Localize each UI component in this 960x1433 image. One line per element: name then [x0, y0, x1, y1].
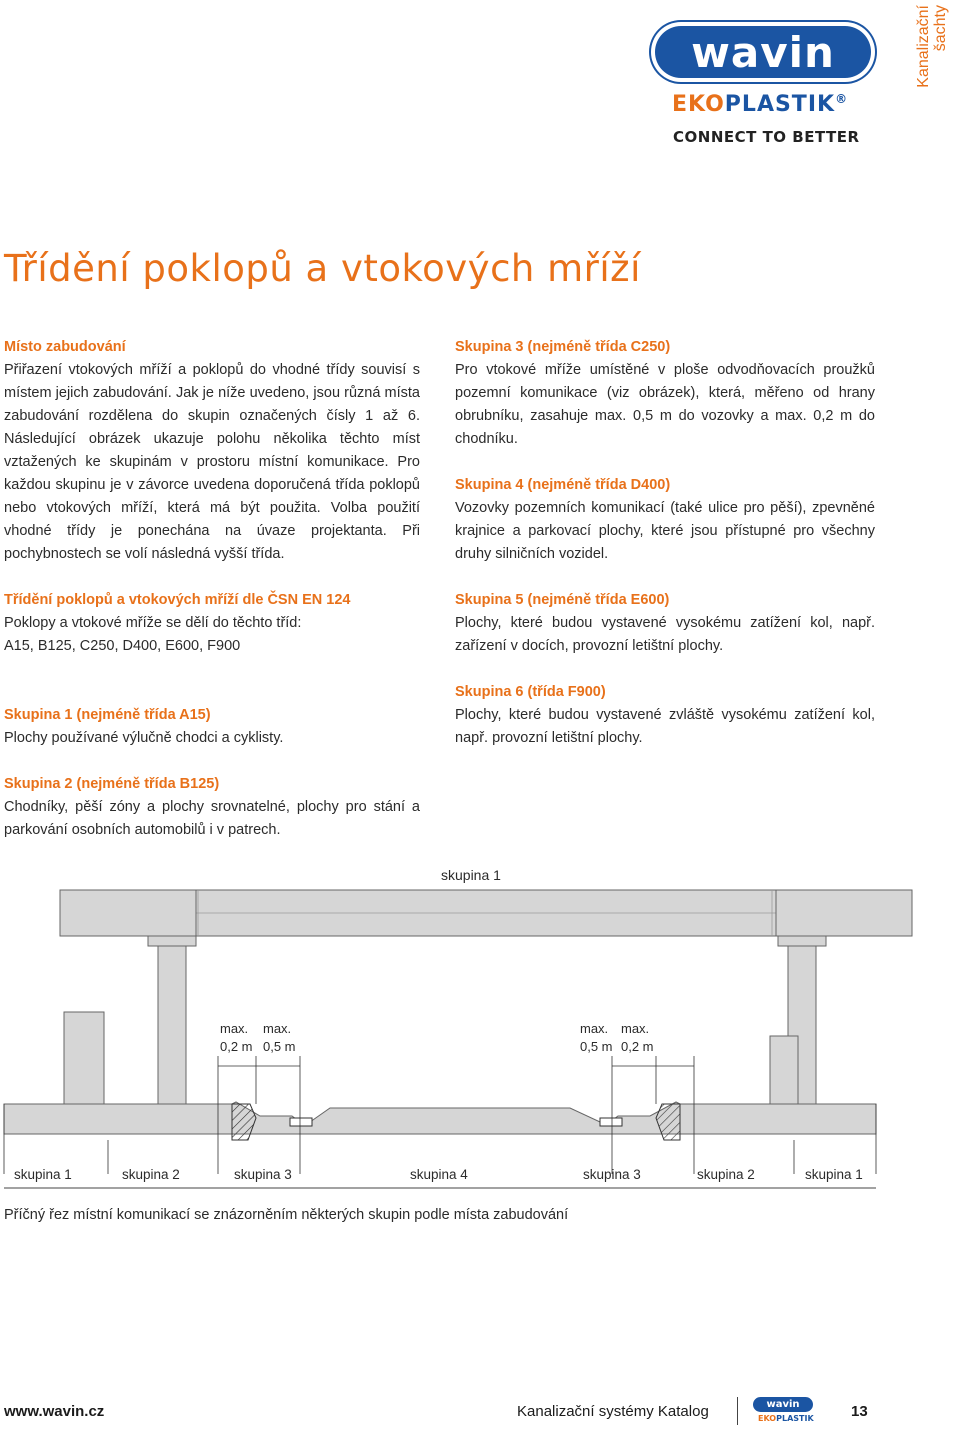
ekoplastik-logo-eko: EKO — [672, 92, 725, 117]
side-tab-line2: šachty — [932, 5, 949, 52]
classification-text: Poklopy a vtokové mříže se dělí do těchto tříd: — [4, 615, 302, 631]
bridge-left-cap — [148, 936, 196, 946]
page-number: 13 — [851, 1403, 868, 1420]
max-right-b-label: max. — [621, 1021, 650, 1036]
max-right-a-value: 0,5 m — [580, 1039, 613, 1054]
group1-heading: Skupina 1 (nejméně třída A15) — [4, 707, 211, 723]
group5-heading: Skupina 5 (nejméně třída E600) — [455, 592, 670, 608]
section-side-tab — [912, 0, 952, 110]
footer-ekoplastik-eko: EKO — [758, 1414, 777, 1423]
left-grate — [290, 1118, 312, 1126]
group1-text: Plochy používané výlučně chodci a cyklisty. — [4, 730, 284, 746]
footer-ekoplastik-logo — [758, 1414, 814, 1423]
right-grate — [600, 1118, 622, 1126]
footer-wavin-logo: wavin — [753, 1397, 813, 1412]
zone-label-6: skupina 2 — [697, 1167, 755, 1182]
road-cross-section-diagram — [0, 860, 960, 1200]
right-curb — [656, 1104, 680, 1140]
installation-place-heading: Místo zabudování — [4, 339, 126, 355]
side-tab-line1: Kanalizační — [915, 5, 932, 88]
zone-label-7: skupina 1 — [805, 1167, 863, 1182]
max-right-a-label: max. — [580, 1021, 609, 1036]
group3-text: Pro vtokové mříže umístěné v ploše odvodňovacích proužků pozemní komunikace (viz obrázek), která, měřeno od hrany obrubníku, zasahuje max. 0,5 m do vozovky a max. 0,2 m do chodníku. — [455, 362, 875, 447]
zone-label-1: skupina 1 — [14, 1167, 72, 1182]
max-left-a-label: max. — [220, 1021, 249, 1036]
website-link[interactable]: www.wavin.cz — [4, 1403, 105, 1420]
group6-heading: Skupina 6 (třída F900) — [455, 684, 606, 700]
classification-heading: Třídění poklopů a vtokových mříží dle ČSN EN 124 — [4, 592, 351, 608]
zone-label-5: skupina 3 — [583, 1167, 641, 1182]
ekoplastik-logo-plastik: PLASTIK — [724, 92, 836, 117]
road-surface — [4, 1102, 876, 1134]
catalog-title-rest: Katalog — [657, 1403, 709, 1420]
catalog-title-main: Kanalizační systémy — [517, 1403, 654, 1420]
left-pier — [158, 946, 186, 1104]
left-column — [4, 336, 420, 865]
diagram-caption: Příčný řez místní komunikací se znázorněním některých skupin podle místa zabudování — [4, 1207, 569, 1223]
group5-text: Plochy, které budou vystavené vysokému zatížení kol, např. zařízení v docích, provozní letištní plochy. — [455, 615, 875, 654]
ekoplastik-logo — [672, 92, 848, 117]
group2-heading: Skupina 2 (nejméně třída B125) — [4, 776, 220, 792]
group3-heading: Skupina 3 (nejméně třída C250) — [455, 339, 671, 355]
page-title: Třídění poklopů a vtokových mříží — [4, 247, 641, 290]
group4-text: Vozovky pozemních komunikací (také ulice pro pěší), zpevněné krajnice a parkovací plochy, které jsou přístupné pro všechny druhy silničních vozidel. — [455, 500, 875, 562]
right-block — [770, 1036, 798, 1104]
group6-text: Plochy, které budou vystavené zvláště vysokému zatížení kol, např. provozní letištní plochy. — [455, 707, 875, 746]
bridge-right-end — [776, 890, 912, 936]
bridge-right-cap — [778, 936, 826, 946]
footer-divider — [737, 1397, 738, 1425]
zone-label-3: skupina 3 — [234, 1167, 292, 1182]
zone-label-2: skupina 2 — [122, 1167, 180, 1182]
max-left-a-value: 0,2 m — [220, 1039, 253, 1054]
bridge-label: skupina 1 — [441, 867, 501, 883]
max-left-b-label: max. — [263, 1021, 292, 1036]
group2-text: Chodníky, pěší zóny a plochy srovnatelné, plochy pro stání a parkování osobních automobilů i v patrech. — [4, 799, 420, 838]
group4-heading: Skupina 4 (nejméně třída D400) — [455, 477, 671, 493]
max-left-b-value: 0,5 m — [263, 1039, 296, 1054]
registered-mark: ® — [835, 92, 849, 106]
classification-classes: A15, B125, C250, D400, E600, F900 — [4, 638, 241, 654]
logo-tagline: CONNECT TO BETTER — [673, 128, 860, 146]
zone-label-4: skupina 4 — [410, 1167, 468, 1182]
wavin-logo — [651, 22, 875, 82]
max-right-b-value: 0,2 m — [621, 1039, 654, 1054]
footer-ekoplastik-plastik: PLASTIK — [776, 1414, 814, 1423]
wavin-logo-text: wavin — [691, 27, 835, 77]
left-curb — [232, 1104, 256, 1140]
left-block — [64, 1012, 104, 1104]
bridge-left-end — [60, 890, 196, 936]
installation-place-text: Přiřazení vtokových mříží a poklopů do vhodné třídy souvisí s místem jejich zabudování. Jak je níže uvedeno, jsou různá místa zabudování rozdělena do skupin označených čísly 1 až 6. Následující obrázek ukazuje polohu několika těchto míst vztažených ke skupinám v prostoru místní komunikace. Pro každou skupinu je v závorce uvedena doporučená třída poklopů nebo vtokových mříží, která má být použita. Volba použití vhodné třídy je ponechána na úvaze projektanta. Při pochybnostech se volí následná vyšší třída. — [4, 362, 420, 562]
right-column — [455, 336, 875, 773]
catalog-title — [517, 1403, 709, 1420]
page-footer — [0, 1393, 960, 1433]
